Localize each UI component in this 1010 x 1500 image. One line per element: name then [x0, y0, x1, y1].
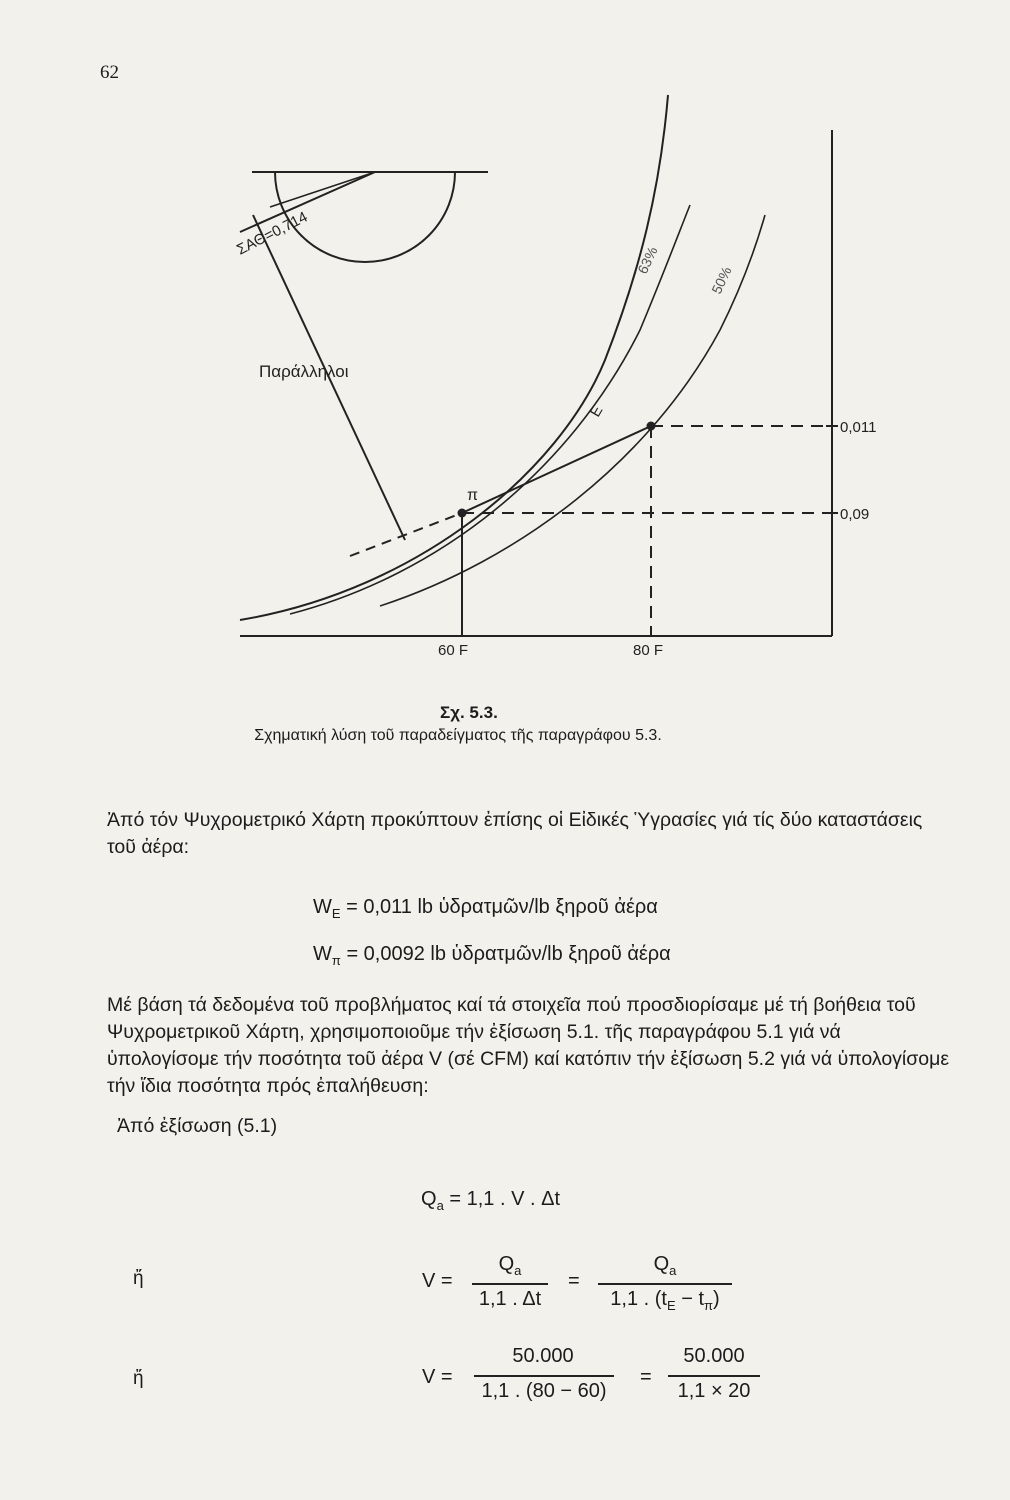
parallel-label: Παράλληλοι: [259, 362, 349, 381]
x-label-60f: 60 F: [438, 642, 469, 659]
e-label: E: [586, 402, 607, 420]
equation-we: $W_E = 0,011$ lb ὑδρατμῶν/lb ξηροῦ ἀέρα: [313, 896, 658, 921]
page-number: 62: [100, 62, 119, 83]
rh-50-label: 50%: [708, 264, 735, 297]
y-label-upper: 0,011: [840, 419, 877, 436]
figure-caption-text: Σχηματική λύση τοῦ παραδείγματος τῆς παραγράφου 5.3.: [254, 727, 662, 744]
or-label-1: ἤ: [133, 1268, 144, 1289]
rh-50-curve: [380, 215, 765, 606]
paragraph-1: Ἀπό τόν Ψυχρομετρικό Χάρτη προκύπτουν ἐπίσης οἱ Εἰδικές Ὑγρασίες γιά τίς δύο καταστάσεις τοῦ ἀέρα:: [107, 809, 923, 858]
rh-63-label: 63%: [634, 244, 661, 277]
y-label-lower: 0,09: [840, 506, 870, 523]
eq2-equals: =: [568, 1270, 580, 1292]
eq3-equals: =: [640, 1366, 652, 1388]
equation-wp: $W_\pi = 0,0092$ lb ὑδρατμῶν/lb ξηροῦ ἀέρα: [313, 943, 671, 968]
eq3-num2: 50.000: [683, 1345, 745, 1367]
sa-theta-label: ΣΑΘ=0,714: [234, 208, 311, 259]
pi-label: π: [467, 487, 479, 504]
eq2-den2: 1,1 . $(t_E - t_\pi)$: [610, 1288, 720, 1313]
eq2-num2: $Q_a$: [653, 1253, 677, 1278]
eq2-den1: 1,1 . Δt: [478, 1288, 542, 1310]
rh-63-curve: [290, 205, 690, 614]
paragraph-2: Μέ βάση τά δεδομένα τοῦ προβλήματος καί τά στοιχεῖα πού προσδιορίσαμε μέ τή βοήθεια τοῦ Ψυχρομετρικοῦ Χάρτη, χρησιμοποιοῦμε τήν ἐξίσωση 5.1. τῆς παραγράφου 5.1 γιά νά ὑπολογίσομε τήν ποσότητα τοῦ ἀέρα V (σέ CFM) καί κατόπιν τήν ἐξίσωση 5.2 γιά νά ὑπολογίσομε τήν ἴδια ποσότητα πρός ἐπαλήθευση:: [107, 994, 950, 1097]
from-equation-label: Ἀπό ἐξίσωση (5.1): [117, 1115, 278, 1137]
eq3-den1: 1,1 . (80 − 60): [481, 1380, 607, 1402]
eq3-den2: 1,1 × 20: [677, 1380, 751, 1402]
eq3-v: V =: [422, 1366, 453, 1388]
or-label-2: ἤ: [133, 1368, 144, 1389]
x-label-80f: 80 F: [633, 642, 664, 659]
equation-qa: $Q_a = 1,1$ . V . Δt: [421, 1188, 560, 1213]
eq3-num1: 50.000: [512, 1345, 574, 1367]
sa-theta-ray: [270, 172, 375, 207]
eq2-num1: $Q_a$: [498, 1253, 522, 1278]
eq2-v: V =: [422, 1270, 453, 1292]
figure-caption-title: Σχ. 5.3.: [440, 703, 498, 722]
point-e: [647, 422, 656, 431]
parallel-dashed: [350, 513, 462, 556]
psychrometric-diagram: [0, 0, 1010, 700]
point-pi: [458, 509, 467, 518]
